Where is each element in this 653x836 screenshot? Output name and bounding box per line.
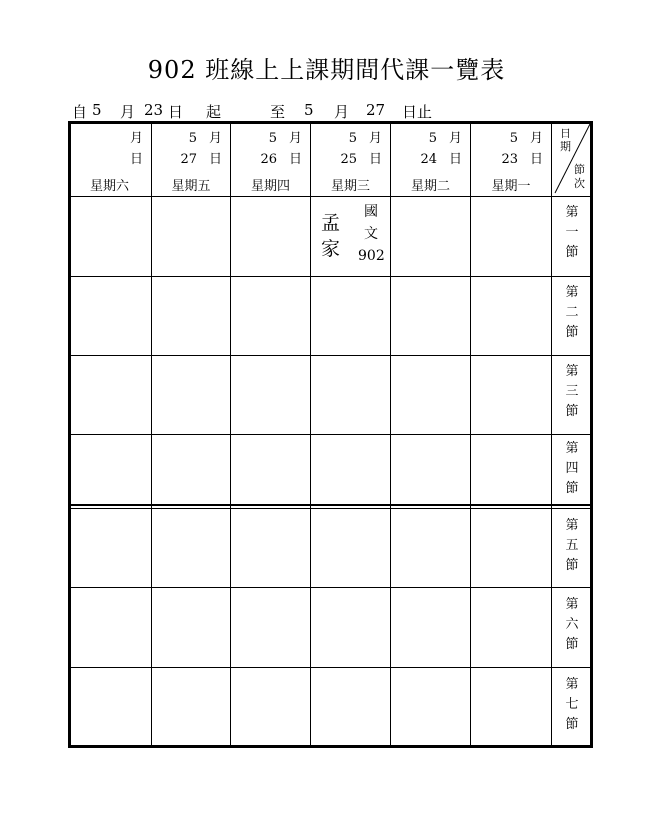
header-day: 25 <box>340 152 357 167</box>
from-day-label: 日 <box>168 103 184 121</box>
to-label: 至 <box>270 103 286 121</box>
header-month-label: 月 <box>129 131 143 146</box>
header-corner <box>552 121 593 196</box>
to-month-label: 月 <box>334 103 350 121</box>
header-day: 26 <box>260 152 277 167</box>
header-month-label: 月 <box>448 131 462 146</box>
header-day: 27 <box>180 152 197 167</box>
start-label: 起 <box>206 103 222 121</box>
header-col-fri <box>152 121 230 196</box>
header-col-tue <box>391 121 470 196</box>
to-month: 5 <box>304 101 314 119</box>
row-divider-double <box>68 504 593 509</box>
period-label: 第一節 <box>565 205 579 260</box>
page-title: 902 班線上上課期間代課一覽表 <box>147 56 506 84</box>
end-label: 日止 <box>402 103 433 121</box>
header-weekday: 星期四 <box>250 179 290 194</box>
header-month-label: 月 <box>529 131 543 146</box>
period-label: 第七節 <box>565 677 579 732</box>
period-label: 第四節 <box>565 441 579 496</box>
period-label: 第二節 <box>565 285 579 340</box>
header-day-label: 日 <box>529 152 543 167</box>
row-divider <box>68 587 593 588</box>
header-day-label: 日 <box>368 152 382 167</box>
header-weekday: 星期一 <box>491 179 531 194</box>
entry-subject-chars: 國文 <box>364 204 378 242</box>
row-divider <box>68 667 593 668</box>
row-divider <box>68 355 593 356</box>
to-day: 27 <box>366 101 386 119</box>
header-weekday: 星期六 <box>89 179 129 194</box>
header-col-sat <box>68 121 151 196</box>
header-day-label: 日 <box>288 152 302 167</box>
date-range <box>72 101 632 121</box>
header-day: 24 <box>420 152 437 167</box>
header-col-mon <box>471 121 551 196</box>
from-month: 5 <box>92 101 102 119</box>
header-day-label: 日 <box>208 152 222 167</box>
header-weekday: 星期三 <box>330 179 370 194</box>
corner-diagonal <box>552 121 593 196</box>
header-weekday: 星期二 <box>410 179 450 194</box>
from-day: 23 <box>144 101 164 119</box>
schedule-entry <box>311 197 390 276</box>
period-label: 第三節 <box>565 364 579 419</box>
header-month: 5 <box>188 131 197 146</box>
row-divider <box>68 276 593 277</box>
row-divider <box>68 434 593 435</box>
header-month: 5 <box>268 131 277 146</box>
period-label: 第五節 <box>565 518 579 573</box>
entry-subject <box>358 201 384 267</box>
header-month: 5 <box>509 131 518 146</box>
header-month: 5 <box>428 131 437 146</box>
header-day-label: 日 <box>448 152 462 167</box>
entry-class: 902 <box>358 248 385 264</box>
header-month-label: 月 <box>208 131 222 146</box>
header-month: 5 <box>348 131 357 146</box>
from-label: 自 <box>72 103 88 121</box>
period-label: 第六節 <box>565 597 579 652</box>
entry-teacher: 孟家 <box>321 212 341 260</box>
header-month-label: 月 <box>288 131 302 146</box>
header-col-wed <box>311 121 390 196</box>
corner-period-label: 節次 <box>574 163 585 190</box>
header-col-thu <box>231 121 310 196</box>
timetable <box>68 121 593 748</box>
header-month-label: 月 <box>368 131 382 146</box>
header-day: 23 <box>501 152 518 167</box>
header-weekday: 星期五 <box>171 179 211 194</box>
from-month-label: 月 <box>120 103 136 121</box>
corner-date-label: 日期 <box>560 127 571 153</box>
header-day-label: 日 <box>129 152 143 167</box>
